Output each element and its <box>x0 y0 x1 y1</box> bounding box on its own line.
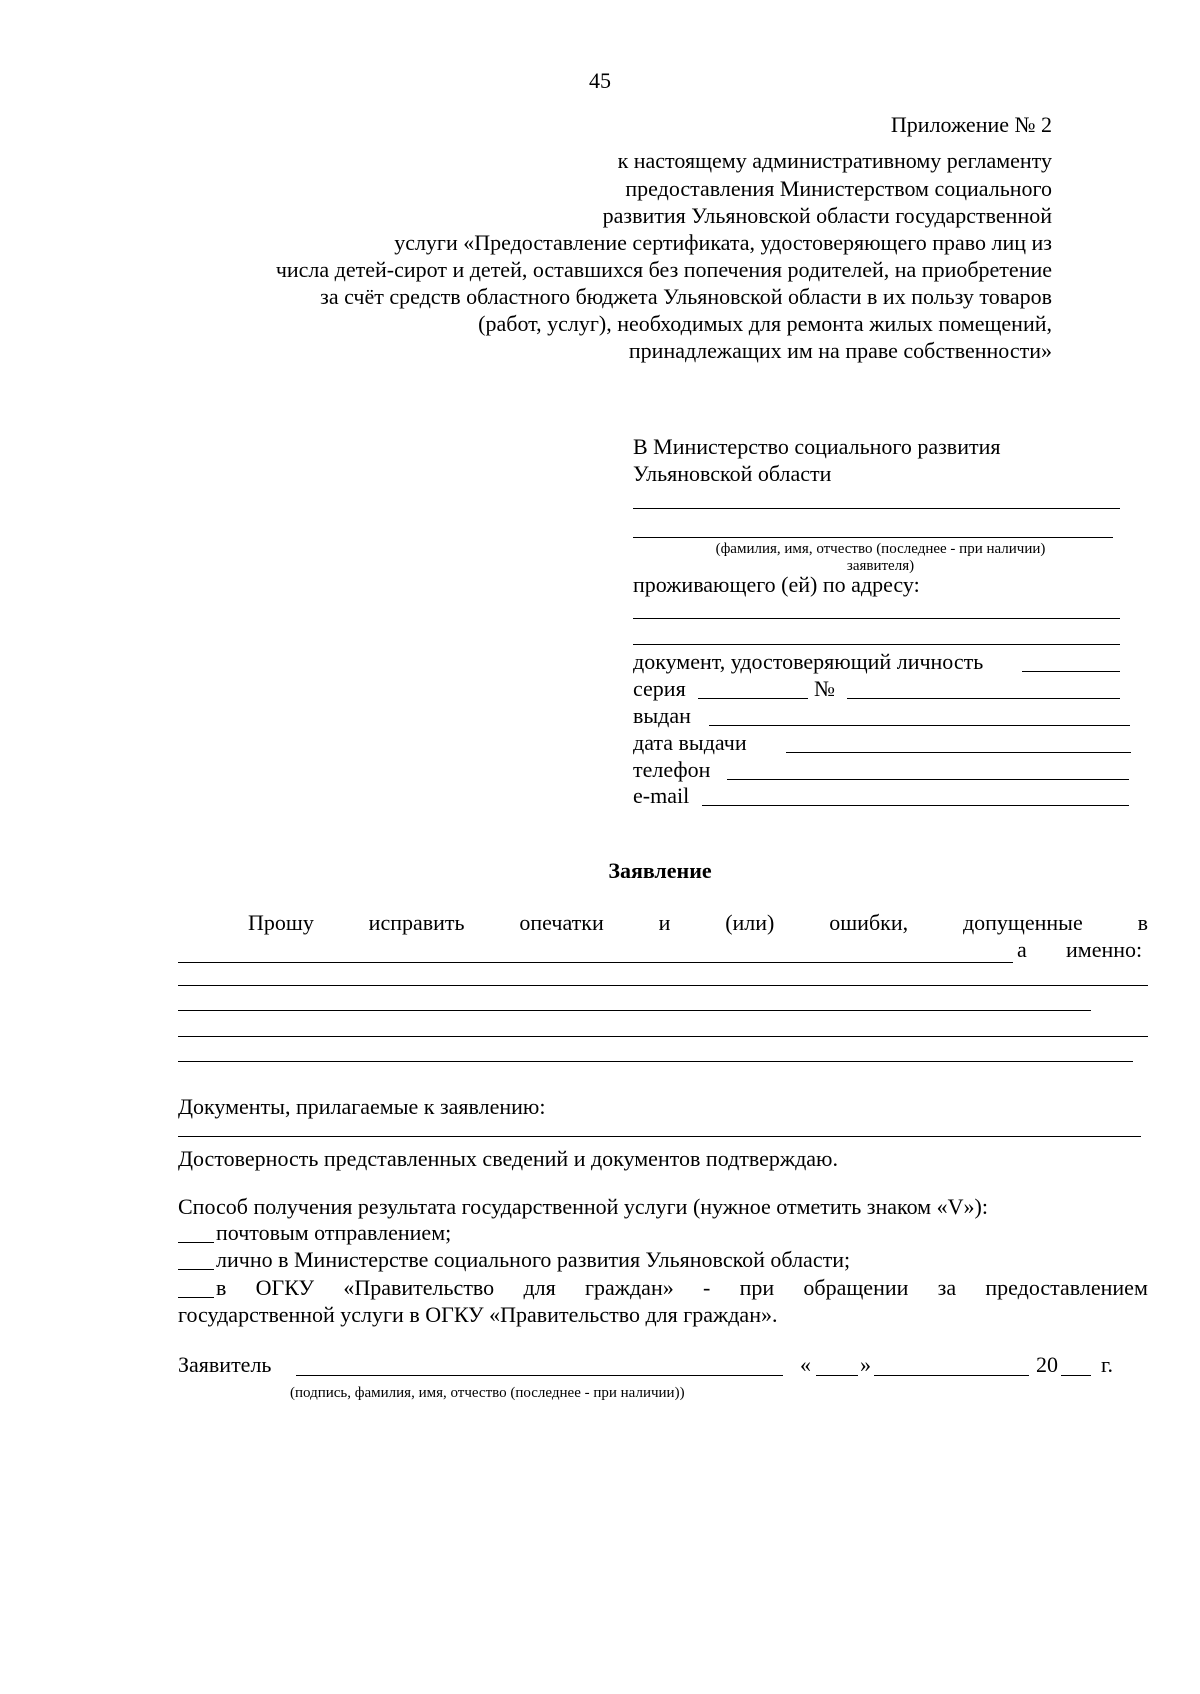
appendix-line: предоставления Министерством социального <box>625 176 1052 201</box>
option-ogku-word: ОГКУ <box>255 1275 315 1300</box>
statement-word: исправить <box>368 910 465 935</box>
quote-close: » <box>860 1352 871 1377</box>
name-caption: (фамилия, имя, отчество (последнее - при наличии) <box>715 541 1046 557</box>
applicant-name-blank[interactable] <box>633 508 1120 509</box>
signature-blank[interactable] <box>296 1375 783 1376</box>
month-blank[interactable] <box>874 1375 1029 1376</box>
appendix-line: принадлежащих им на праве собственности» <box>628 338 1052 363</box>
email-label: e-mail <box>633 783 690 808</box>
applicant-label: Заявитель <box>178 1352 272 1377</box>
namely-a: а <box>1017 937 1027 962</box>
option-ogku-word: предоставлением <box>985 1275 1148 1300</box>
option-ogku-word: за <box>937 1275 957 1300</box>
appendix-line: услуги «Предоставление сертификата, удостоверяющего право лиц из <box>394 230 1052 255</box>
attached-docs-blank[interactable] <box>178 1136 1141 1137</box>
id-document-blank[interactable] <box>1022 671 1120 672</box>
statement-word: в <box>1137 910 1148 935</box>
page-number: 45 <box>589 68 611 93</box>
appendix-line: (работ, услуг), необходимых для ремонта жилых помещений, <box>478 311 1052 336</box>
statement-word: ошибки, <box>829 910 909 935</box>
namely-blank[interactable] <box>178 985 1148 986</box>
statement-word: и <box>658 910 671 935</box>
option-ogku-checkbox[interactable] <box>178 1297 214 1298</box>
series-label: серия <box>633 676 686 701</box>
option-mail-checkbox[interactable] <box>178 1242 214 1243</box>
residing-label: проживающего (ей) по адресу: <box>633 572 920 597</box>
appendix-line: к настоящему административному регламенту <box>617 148 1052 173</box>
name-caption: заявителя) <box>846 558 915 574</box>
phone-blank[interactable] <box>727 779 1129 780</box>
appendix-line: за счёт средств областного бюджета Ульяновской области в их пользу товаров <box>320 284 1052 309</box>
option-ogku-word: «Правительство <box>343 1275 495 1300</box>
error-location-blank[interactable] <box>178 962 1013 963</box>
option-ogku-label <box>216 1275 1148 1301</box>
method-title: Способ получения результата государственной услуги (нужное отметить знаком «V»): <box>178 1194 988 1219</box>
series-blank[interactable] <box>698 698 808 699</box>
option-ogku-label-cont: государственной услуги в ОГКУ «Правительство для граждан». <box>178 1302 778 1327</box>
issued-label: выдан <box>633 703 691 728</box>
year-suffix: г. <box>1101 1352 1114 1377</box>
day-blank[interactable] <box>816 1375 858 1376</box>
namely-blank[interactable] <box>178 1061 1133 1062</box>
address-blank[interactable] <box>633 618 1120 619</box>
addressee-line: Ульяновской области <box>633 461 832 486</box>
phone-label: телефон <box>633 757 711 782</box>
statement-word: Прошу <box>248 910 314 935</box>
confirm-text: Достоверность представленных сведений и документов подтверждаю. <box>178 1146 838 1171</box>
addressee-line: В Министерство социального развития <box>633 434 1001 459</box>
issue-date-blank[interactable] <box>786 752 1131 753</box>
statement-title: Заявление <box>608 858 712 883</box>
statement-word: допущенные <box>962 910 1083 935</box>
number-blank[interactable] <box>847 698 1120 699</box>
attached-docs-label: Документы, прилагаемые к заявлению: <box>178 1094 546 1119</box>
option-ogku-word: - <box>703 1275 711 1300</box>
id-document-label: документ, удостоверяющий личность <box>633 649 984 674</box>
statement-word: опечатки <box>519 910 604 935</box>
year-prefix: 20 <box>1036 1352 1058 1377</box>
namely-blank[interactable] <box>178 1036 1148 1037</box>
address-blank[interactable] <box>633 644 1120 645</box>
namely-blank[interactable] <box>178 1010 1091 1011</box>
statement-request-line <box>248 910 1148 936</box>
email-blank[interactable] <box>702 805 1129 806</box>
option-personal-label: лично в Министерстве социального развития Ульяновской области; <box>216 1247 851 1272</box>
option-ogku-word: в <box>216 1275 227 1300</box>
namely-word: именно: <box>1066 937 1143 962</box>
issued-blank[interactable] <box>709 725 1130 726</box>
option-ogku-word: для <box>523 1275 556 1300</box>
appendix-line: числа детей-сирот и детей, оставшихся без попечения родителей, на приобретение <box>275 257 1052 282</box>
applicant-name-blank[interactable] <box>633 537 1113 538</box>
option-personal-checkbox[interactable] <box>178 1269 214 1270</box>
year-blank[interactable] <box>1061 1375 1091 1376</box>
appendix-title: Приложение № 2 <box>890 112 1052 137</box>
number-label: № <box>814 676 835 701</box>
option-ogku-word: обращении <box>803 1275 909 1300</box>
signature-caption: (подпись, фамилия, имя, отчество (последнее - при наличии)) <box>290 1385 685 1401</box>
option-ogku-word: граждан» <box>585 1275 674 1300</box>
option-ogku-word: при <box>739 1275 775 1300</box>
quote-open: « <box>800 1352 811 1377</box>
statement-word: (или) <box>725 910 775 935</box>
option-mail-label: почтовым отправлением; <box>216 1220 452 1245</box>
issue-date-label: дата выдачи <box>633 730 747 755</box>
appendix-line: развития Ульяновской области государственной <box>602 203 1052 228</box>
